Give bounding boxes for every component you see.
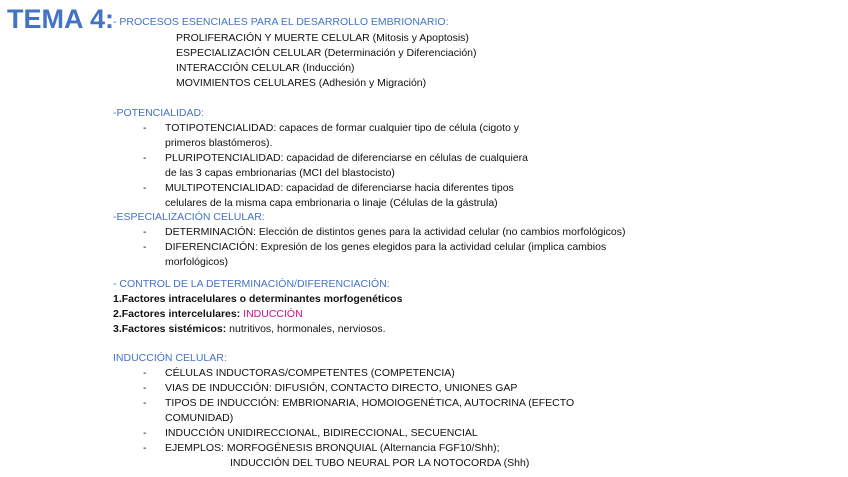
bullet-dash: - bbox=[143, 241, 147, 253]
list-item-line: CÉLULAS INDUCTORAS/COMPETENTES (COMPETENCIA) bbox=[165, 367, 455, 379]
list-item-line: VIAS DE INDUCCIÓN: DIFUSIÓN, CONTACTO DIRECTO, UNIONES GAP bbox=[165, 382, 518, 394]
factor-3-label: 3.Factores sistémicos: bbox=[113, 323, 227, 335]
list-item-line: INDUCCIÓN DEL TUBO NEURAL POR LA NOTOCORDA (Shh) bbox=[230, 457, 530, 469]
bullet-dash: - bbox=[143, 367, 147, 379]
list-item-line: morfológicos) bbox=[165, 256, 229, 268]
factor-3 bbox=[113, 323, 386, 336]
list-item-line: primeros blastómeros). bbox=[165, 137, 273, 149]
factor-2 bbox=[113, 308, 303, 321]
bullet-dash: - bbox=[143, 382, 147, 394]
bullet-dash: - bbox=[143, 152, 147, 164]
process-item: INTERACCIÓN CELULAR (Inducción) bbox=[176, 62, 355, 74]
bullet-dash: - bbox=[143, 182, 147, 194]
list-item-line: COMUNIDAD) bbox=[165, 412, 234, 424]
section-heading-especializacion: -ESPECIALIZACIÓN CELULAR: bbox=[113, 211, 265, 223]
section-heading-procesos: - PROCESOS ESENCIALES PARA EL DESARROLLO EMBRIONARIO: bbox=[113, 16, 449, 28]
bullet-dash: - bbox=[143, 397, 147, 409]
factor-3-text: nutritivos, hormonales, nerviosos. bbox=[229, 323, 386, 335]
section-heading-induccion: INDUCCIÓN CELULAR: bbox=[113, 352, 227, 364]
list-item-line: MULTIPOTENCIALIDAD: capacidad de diferenciarse hacia diferentes tipos bbox=[165, 182, 514, 194]
list-item-line: celulares de la misma capa embrionaria o linaje (Células de la gástrula) bbox=[165, 197, 498, 209]
bullet-dash: - bbox=[143, 226, 147, 238]
list-item-line: de las 3 capas embrionarias (MCI del blastocisto) bbox=[165, 167, 395, 179]
bullet-dash: - bbox=[143, 442, 147, 454]
slide-title: TEMA 4: bbox=[7, 4, 114, 34]
factor-2-highlight: INDUCCIÓN bbox=[243, 308, 303, 320]
section-heading-potencialidad: -POTENCIALIDAD: bbox=[113, 107, 205, 119]
list-item-line: EJEMPLOS: MORFOGÉNESIS BRONQUIAL (Alternancia FGF10/Shh); bbox=[165, 442, 500, 454]
list-item-line: DETERMINACIÓN: Elección de distintos genes para la actividad celular (no cambios morfológicos) bbox=[165, 226, 626, 238]
process-item: PROLIFERACIÓN Y MUERTE CELULAR (Mitosis y Apoptosis) bbox=[176, 32, 469, 44]
process-item: ESPECIALIZACIÓN CELULAR (Determinación y Diferenciación) bbox=[176, 47, 477, 59]
bullet-dash: - bbox=[143, 122, 147, 134]
process-item: MOVIMIENTOS CELULARES (Adhesión y Migración) bbox=[176, 77, 427, 89]
list-item-line: TOTIPOTENCIALIDAD: capaces de formar cualquier tipo de célula (cigoto y bbox=[165, 122, 520, 134]
section-heading-control: - CONTROL DE LA DETERMINACIÓN/DIFERENCIACIÓN: bbox=[113, 278, 390, 290]
factor-2-label: 2.Factores intercelulares: bbox=[113, 308, 241, 320]
list-item-line: INDUCCIÓN UNIDIRECCIONAL, BIDIRECCIONAL, SECUENCIAL bbox=[165, 427, 478, 439]
bullet-dash: - bbox=[143, 427, 147, 439]
list-item-line: TIPOS DE INDUCCIÓN: EMBRIONARIA, HOMOIOGENÉTICA, AUTOCRINA (EFECTO bbox=[165, 397, 575, 409]
list-item-line: DIFERENCIACIÓN: Expresión de los genes elegidos para la actividad celular (implica cambios bbox=[165, 241, 607, 253]
factor-1: 1.Factores intracelulares o determinantes morfogenéticos bbox=[113, 293, 403, 305]
list-item-line: PLURIPOTENCIALIDAD: capacidad de diferenciarse en células de cualquiera bbox=[165, 152, 529, 164]
